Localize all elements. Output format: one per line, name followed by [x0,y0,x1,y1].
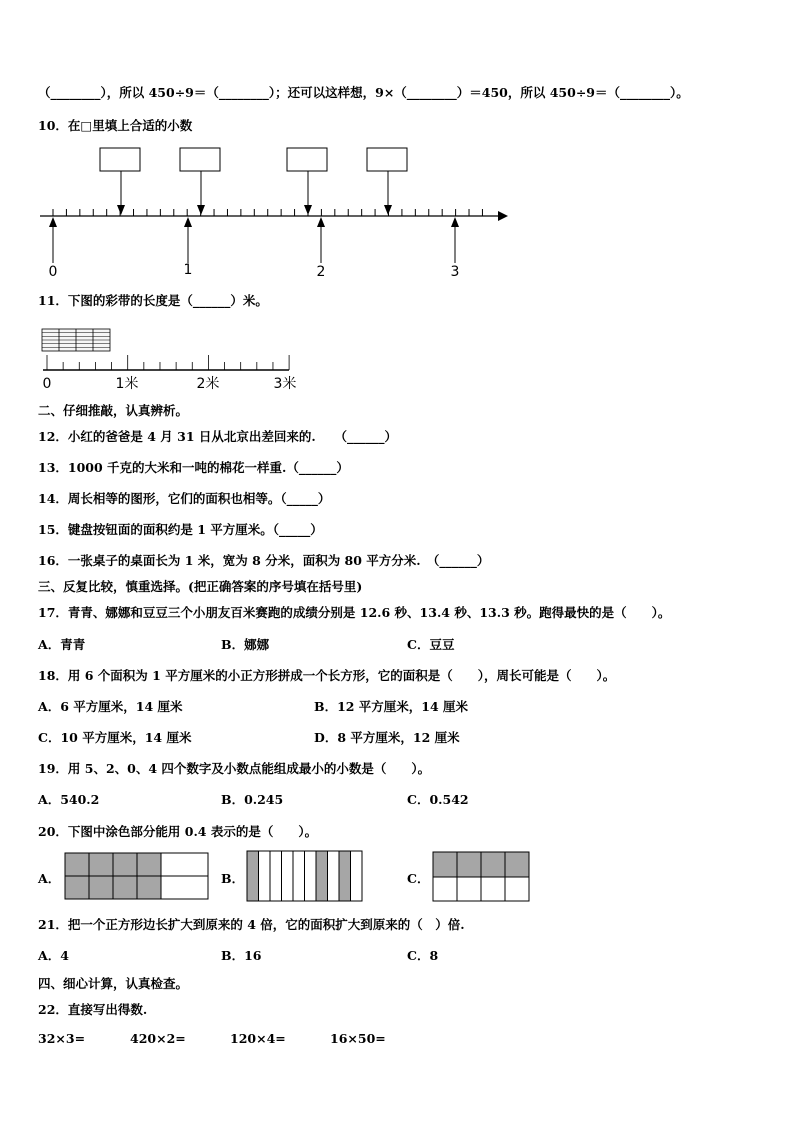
q13-text: 13．1000 千克的大米和一吨的棉花一样重.（______） [38,460,349,475]
q19-option-a: A．540.2 [38,792,100,807]
q20-option-b: B． [221,871,245,886]
q19-option-c: C．0.542 [407,792,469,807]
q18-text: 18．用 6 个面积为 1 平方厘米的小正方形拼成一个长方形，它的面积是（ ），周长可能是（ ）。 [38,668,616,683]
section-3-heading: 三、反复比较，慎重选择。(把正确答案的序号填在括号里) [38,579,363,594]
q18-option-d: D．8 平方厘米，12 厘米 [314,730,460,745]
section-2-heading: 二、仔细推敲，认真辨析。 [38,403,189,418]
q10-label-3: 3 [450,264,460,280]
q20-figure-a [64,852,210,900]
q16-text: 16．一张桌子的桌面长为 1 米，宽为 8 分米，面积为 80 平方分米. （______） [38,553,490,568]
q20-figure-b [246,850,364,902]
q20-option-c: C． [407,871,430,886]
q18-option-c: C．10 平方厘米，14 厘米 [38,730,192,745]
q10-title: 10．在□里填上合适的小数 [38,118,193,133]
section-4-heading: 四、细心计算，认真检查。 [38,976,189,991]
q20-figure-c [432,851,530,903]
q10-answer-box-4 [367,148,407,171]
q21-option-a: A．4 [38,948,69,963]
q22-item-3: 120×4= [230,1031,286,1046]
q10-answer-box-1 [100,148,140,171]
q11-label-2: 2米 [196,376,220,392]
q20-option-a: A． [38,871,61,886]
q10-answer-box-2 [180,148,220,171]
q10-answer-box-3 [287,148,327,171]
q21-text: 21．把一个正方形边长扩大到原来的 4 倍，它的面积扩大到原来的（ ）倍. [38,917,465,932]
q18-option-b: B．12 平方厘米，14 厘米 [314,699,469,714]
q20-text: 20．下图中涂色部分能用 0.4 表示的是（ ）。 [38,824,318,839]
q11-label-3: 3米 [273,376,297,392]
q10-label-2: 2 [316,264,326,280]
q22-item-1: 32×3= [38,1031,86,1046]
q21-option-c: C．8 [407,948,439,963]
q18-option-a: A．6 平方厘米，14 厘米 [38,699,183,714]
q17-option-a: A．青青 [38,637,86,652]
q17-option-b: B．娜娜 [221,637,270,652]
q15-text: 15．键盘按钮面的面积约是 1 平方厘米。（_____） [38,522,323,537]
q21-option-b: B．16 [221,948,262,963]
q10-number-line [36,145,516,283]
q22-item-2: 420×2= [130,1031,186,1046]
q9-tail-text: （________），所以 450÷9＝（________）；还可以这样想，9×（________）＝450，所以 450÷9＝（________）。 [38,85,689,100]
q19-text: 19．用 5、2、0、4 四个数字及小数点能组成最小的小数是（ ）。 [38,761,431,776]
q11-label-1: 1米 [115,376,139,392]
q19-option-b: B．0.245 [221,792,284,807]
q11-label-0: 0 [42,376,52,392]
q10-label-0: 0 [48,264,58,280]
q11-ribbon-ruler [36,325,306,393]
q22-text: 22．直接写出得数. [38,1002,148,1017]
q10-axis-arrow [498,211,508,221]
q17-option-c: C．豆豆 [407,637,455,652]
q14-text: 14．周长相等的图形，它们的面积也相等。（_____） [38,491,331,506]
q11-title: 11．下图的彩带的长度是（______）米。 [38,293,268,308]
q12-text: 12．小红的爸爸是 4 月 31 日从北京出差回来的. （______） [38,429,397,444]
q22-item-4: 16×50= [330,1031,386,1046]
q17-text: 17．青青、娜娜和豆豆三个小朋友百米赛跑的成绩分别是 12.6 秒、13.4 秒、13.3 秒。跑得最快的是（ ）。 [38,605,671,620]
q10-label-1: 1 [183,262,193,278]
